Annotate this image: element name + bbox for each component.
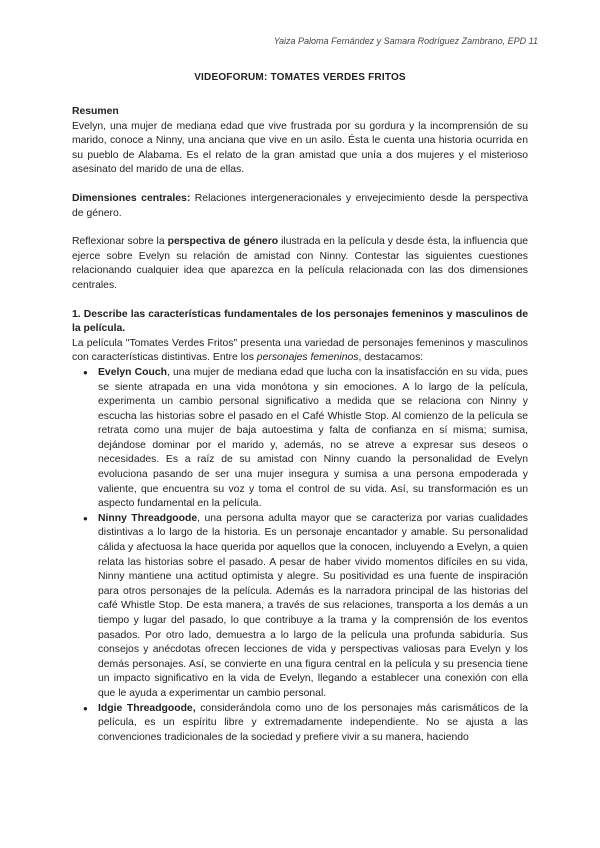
author-header: Yaiza Paloma Fernández y Samara Rodríguez Zambrano, EPD 11 — [273, 36, 538, 46]
dimensiones-label: Dimensiones centrales: — [72, 192, 191, 204]
question-1-title: 1. Describe las características fundamentales de los personajes femeninos y masculinos de la película. — [72, 308, 528, 335]
document-title: VIDEOFORUM: TOMATES VERDES FRITOS — [194, 72, 406, 83]
resumen-heading: Resumen — [72, 106, 119, 117]
question-1-intro — [72, 337, 528, 366]
character-name: Idgie Threadgoode, — [98, 702, 196, 714]
reflexion-post: ilustrada en la película y desde ésta, la influencia que ejerce sobre Evelyn su relación de amistad con Ninny. Contestar las siguientes cuestiones relacionando cualquier idea que aparezca en la película relacionada con las dos dimensiones centrales. — [72, 236, 529, 291]
reflexion-paragraph — [72, 235, 528, 293]
dimensiones-text: Relaciones intergeneracionales y envejecimiento desde la perspectiva de género. — [72, 192, 528, 219]
reflexion-bold: perspectiva de género — [167, 236, 279, 248]
character-description: , una mujer de mediana edad que lucha con la insatisfacción en su vida, pues se siente atrapada en una vida monótona y sin emociones. A lo largo de la película, experimenta un cambio personal significativo a medida que se relaciona con Ninny y escucha las historias sobre el pasado en el Café Whistle Stop. Al comienzo de la película se retrata como una mujer de baja autoestima y falta de confianza en sí misma; sumisa, dejándose dominar por el marido y, además, no se atreve a expresar sus deseos o necesidades. Es a raíz de su amistad con Ninny cuando la personalidad de Evelyn evoluciona pasando de ser una mujer insegura y sumisa a una persona empoderada y valiente, que encuentra su voz y toma el control de su vida. Así, su transformación es un aspecto fundamental en la película. — [98, 366, 528, 510]
character-name: Ninny Threadgoode — [98, 512, 198, 524]
question-1-intro-italic: personajes femeninos — [256, 352, 359, 364]
question-1-intro-pre: La película "Tomates Verdes Fritos" presenta una variedad de personajes femeninos y masculinos con características distintivas. Entre los — [72, 337, 528, 364]
question-1-intro-post: , destacamos: — [358, 352, 424, 364]
reflexion-pre: Reflexionar sobre la — [72, 236, 168, 248]
dimensiones-paragraph — [72, 192, 528, 221]
female-characters-list — [72, 366, 528, 745]
list-item-ninny — [98, 512, 528, 702]
resumen-text: Evelyn, una mujer de mediana edad que vive frustrada por su gordura y la incomprensión de su marido, conoce a Ninny, una anciana que vive en un asilo. Ésta le cuenta una historia ocurrida en su pueblo de Alabama. Es el relato de la gran amistad que unía a dos mujeres y el misterioso asesinato del marido de una de ellas. — [72, 120, 528, 176]
character-description: considerándola como uno de los personajes más carismáticos de la película, es un espíritu libre y extremadamente independiente. No se ajusta a las convenciones tradicionales de la sociedad y prefiere vivir a su manera, haciendo — [98, 702, 528, 743]
list-item-evelyn — [98, 366, 528, 512]
character-description: , una persona adulta mayor que se caracteriza por varias cualidades distintivas a lo largo de la historia. Es un personaje encantador y amable. Su personalidad cálida y afectuosa la hace querida por aquellos que la conocen, incluyendo a Evelyn, a quien relata las historias sobre el pasado. A pesar de haber vivido momentos difíciles en su vida, Ninny mantiene una actitud optimista y alegre. Su positividad es una fuente de inspiración para otros personajes de la película. Además es la narradora principal de las historias del café Whistle Stop. De esta manera, a través de sus relaciones, transporta a los demás a un tiempo y lugar del pasado, lo que contribuye a la trama y la comprensión de los eventos pasados. Por otro lado, demuestra a lo largo de la película una profunda sabiduría. Sus consejos y anécdotas ofrecen lecciones de vida y perspectivas valiosas para Evelyn y los demás personajes. Así, se convierte en una figura central en la película y su presencia tiene un impacto significativo en la vida de Evelyn, llegando a establecer una conexión con ella que le ayuda a experimentar un cambio personal. — [98, 512, 528, 699]
document-body — [72, 105, 528, 745]
character-name: Evelyn Couch — [98, 366, 167, 378]
list-item-idgie — [98, 702, 528, 746]
